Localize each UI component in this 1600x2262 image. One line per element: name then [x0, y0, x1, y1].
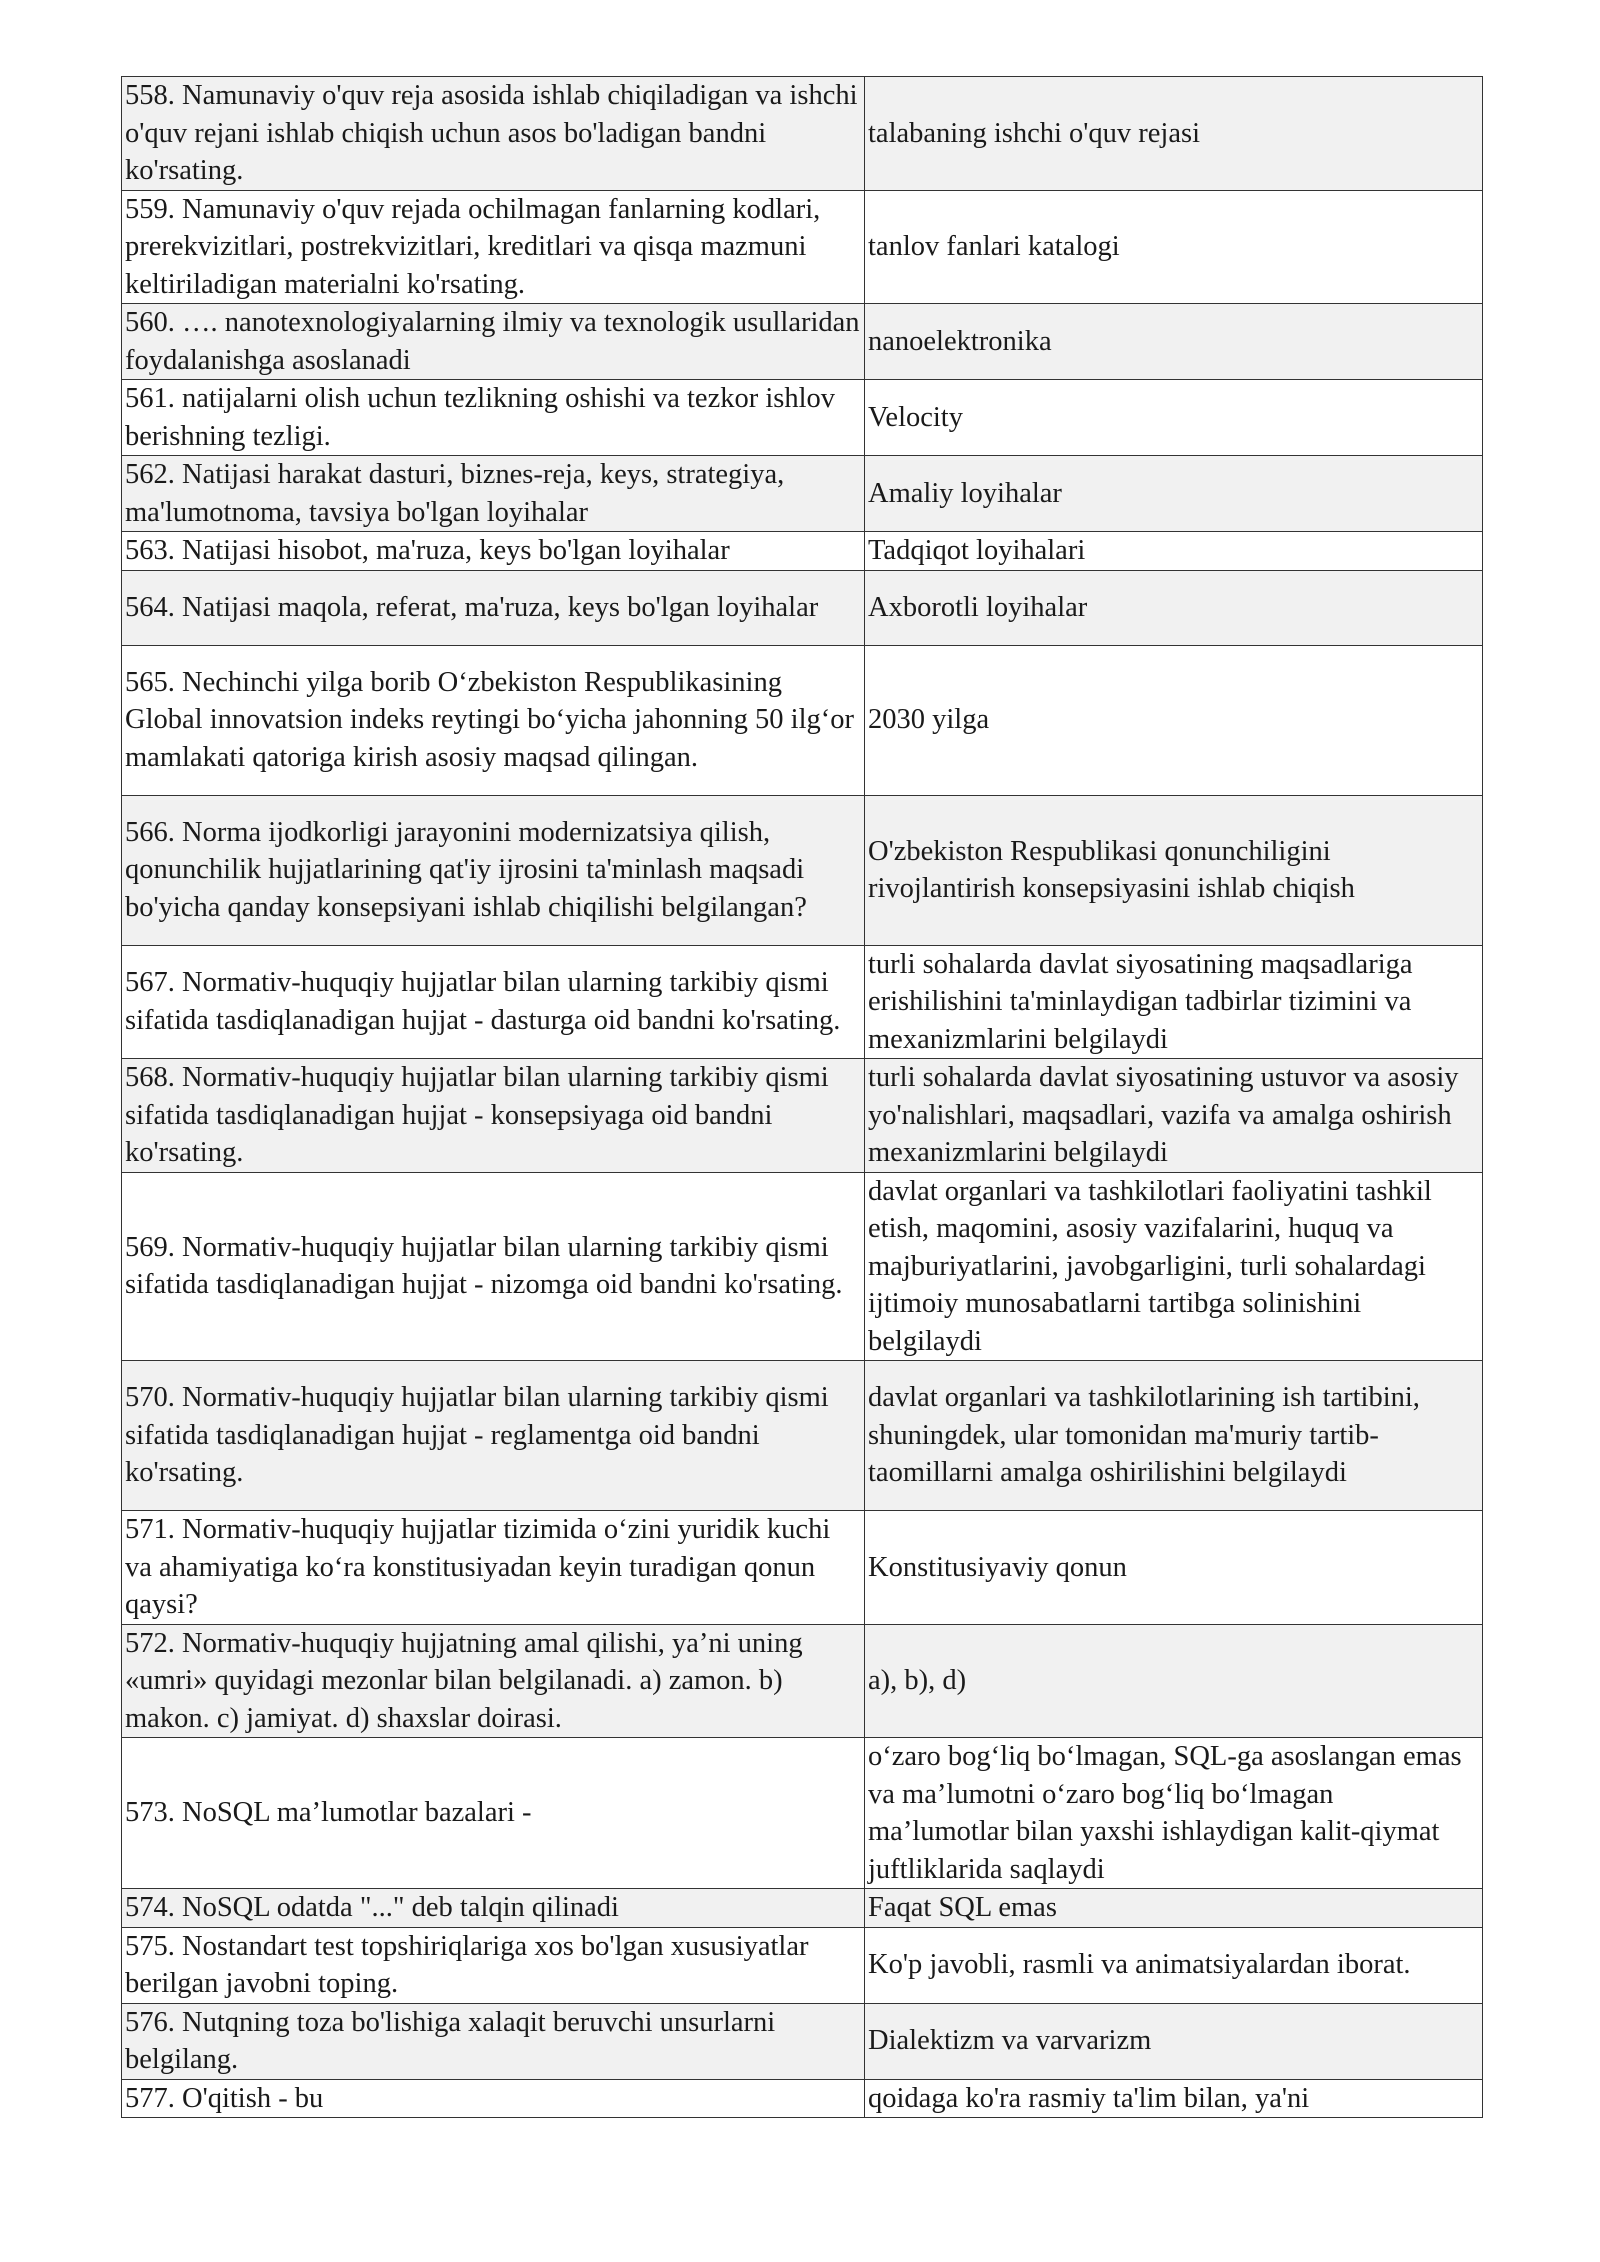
answer-cell: davlat organlari va tashkilotlarining ish tartibini, shuningdek, ular tomonidan ma'muriy tartib-taomillarni amalga oshirilishini belgilaydi: [865, 1361, 1483, 1511]
question-cell: 576. Nutqning toza bo'lishiga xalaqit beruvchi unsurlarni belgilang.: [122, 2003, 865, 2079]
question-cell: 573. NoSQL ma’lumotlar bazalari -: [122, 1738, 865, 1889]
answer-cell: 2030 yilga: [865, 645, 1483, 795]
question-cell: 564. Natijasi maqola, referat, ma'ruza, keys bo'lgan loyihalar: [122, 570, 865, 645]
question-cell: 571. Normativ-huquqiy hujjatlar tizimida o‘zini yuridik kuchi va ahamiyatiga ko‘ra konstitusiyadan keyin turadigan qonun qaysi?: [122, 1511, 865, 1625]
question-cell: 561. natijalarni olish uchun tezlikning oshishi va tezkor ishlov berishning tezligi.: [122, 380, 865, 456]
table-row: [122, 1738, 1483, 1889]
answer-cell: Amaliy loyihalar: [865, 456, 1483, 532]
question-cell: 572. Normativ-huquqiy hujjatning amal qilishi, ya’ni uning «umri» quyidagi mezonlar bilan belgilanadi. a) zamon. b) makon. c) jamiyat. d) shaxslar doirasi.: [122, 1624, 865, 1738]
table-row: [122, 570, 1483, 645]
question-cell: 569. Normativ-huquqiy hujjatlar bilan ularning tarkibiy qismi sifatida tasdiqlanadigan hujjat - nizomga oid bandni ko'rsating.: [122, 1172, 865, 1361]
table-row: [122, 77, 1483, 191]
table-row: [122, 945, 1483, 1059]
table-row: [122, 1059, 1483, 1173]
table-row: [122, 532, 1483, 571]
qa-table-body: [122, 77, 1483, 2118]
table-row: [122, 1624, 1483, 1738]
answer-cell: turli sohalarda davlat siyosatining maqsadlariga erishilishini ta'minlaydigan tadbirlar tizimini va mexanizmlarini belgilaydi: [865, 945, 1483, 1059]
answer-cell: Axborotli loyihalar: [865, 570, 1483, 645]
answer-cell: turli sohalarda davlat siyosatining ustuvor va asosiy yo'nalishlari, maqsadlari, vazifa va amalga oshirish mexanizmlarini belgilaydi: [865, 1059, 1483, 1173]
answer-cell: o‘zaro bog‘liq bo‘lmagan, SQL-ga asoslangan emas va ma’lumotni o‘zaro bog‘liq bo‘lmagan ma’lumotlar bilan yaxshi ishlaydigan kalit-qiymat juftliklarida saqlaydi: [865, 1738, 1483, 1889]
question-cell: 560. …. nanotexnologiyalarning ilmiy va texnologik usullaridan foydalanishga asoslanadi: [122, 304, 865, 380]
table-row: [122, 795, 1483, 945]
question-cell: 559. Namunaviy o'quv rejada ochilmagan fanlarning kodlari, prerekvizitlari, postrekvizitlari, kreditlari va qisqa mazmuni keltiriladigan materialni ko'rsating.: [122, 190, 865, 304]
answer-cell: O'zbekiston Respublikasi qonunchiligini rivojlantirish konsepsiyasini ishlab chiqish: [865, 795, 1483, 945]
answer-cell: tanlov fanlari katalogi: [865, 190, 1483, 304]
table-row: [122, 304, 1483, 380]
table-row: [122, 1927, 1483, 2003]
table-row: [122, 380, 1483, 456]
answer-cell: a), b), d): [865, 1624, 1483, 1738]
answer-cell: Tadqiqot loyihalari: [865, 532, 1483, 571]
table-row: [122, 1511, 1483, 1625]
question-cell: 570. Normativ-huquqiy hujjatlar bilan ularning tarkibiy qismi sifatida tasdiqlanadigan hujjat - reglamentga oid bandni ko'rsating.: [122, 1361, 865, 1511]
question-cell: 565. Nechinchi yilga borib O‘zbekiston Respublikasining Global innovatsion indeks reytingi bo‘yicha jahonning 50 ilg‘or mamlakati qatoriga kirish asosiy maqsad qilingan.: [122, 645, 865, 795]
table-row: [122, 1889, 1483, 1928]
table-row: [122, 645, 1483, 795]
table-row: [122, 1172, 1483, 1361]
question-cell: 577. O'qitish - bu: [122, 2079, 865, 2118]
table-row: [122, 1361, 1483, 1511]
answer-cell: Velocity: [865, 380, 1483, 456]
answer-cell: talabaning ishchi o'quv rejasi: [865, 77, 1483, 191]
answer-cell: nanoelektronika: [865, 304, 1483, 380]
table-row: [122, 2079, 1483, 2118]
answer-cell: Konstitusiyaviy qonun: [865, 1511, 1483, 1625]
question-cell: 562. Natijasi harakat dasturi, biznes-reja, keys, strategiya, ma'lumotnoma, tavsiya bo'lgan loyihalar: [122, 456, 865, 532]
question-cell: 566. Norma ijodkorligi jarayonini modernizatsiya qilish, qonunchilik hujjatlarining qat'iy ijrosini ta'minlash maqsadi bo'yicha qanday konsepsiyani ishlab chiqilishi belgilangan?: [122, 795, 865, 945]
table-row: [122, 190, 1483, 304]
question-cell: 558. Namunaviy o'quv reja asosida ishlab chiqiladigan va ishchi o'quv rejani ishlab chiqish uchun asos bo'ladigan bandni ko'rsating.: [122, 77, 865, 191]
question-cell: 575. Nostandart test topshiriqlariga xos bo'lgan xususiyatlar berilgan javobni toping.: [122, 1927, 865, 2003]
question-cell: 567. Normativ-huquqiy hujjatlar bilan ularning tarkibiy qismi sifatida tasdiqlanadigan hujjat - dasturga oid bandni ko'rsating.: [122, 945, 865, 1059]
qa-table: [121, 76, 1483, 2118]
answer-cell: Dialektizm va varvarizm: [865, 2003, 1483, 2079]
answer-cell: qoidaga ko'ra rasmiy ta'lim bilan, ya'ni: [865, 2079, 1483, 2118]
table-row: [122, 456, 1483, 532]
question-cell: 563. Natijasi hisobot, ma'ruza, keys bo'lgan loyihalar: [122, 532, 865, 571]
question-cell: 574. NoSQL odatda "..." deb talqin qilinadi: [122, 1889, 865, 1928]
table-row: [122, 2003, 1483, 2079]
answer-cell: davlat organlari va tashkilotlari faoliyatini tashkil etish, maqomini, asosiy vazifalarini, huquq va majburiyatlarini, javobgarligini, turli sohalardagi ijtimoiy munosabatlarni tartibga solinishini belgilaydi: [865, 1172, 1483, 1361]
question-cell: 568. Normativ-huquqiy hujjatlar bilan ularning tarkibiy qismi sifatida tasdiqlanadigan hujjat - konsepsiyaga oid bandni ko'rsating.: [122, 1059, 865, 1173]
answer-cell: Ko'p javobli, rasmli va animatsiyalardan iborat.: [865, 1927, 1483, 2003]
answer-cell: Faqat SQL emas: [865, 1889, 1483, 1928]
